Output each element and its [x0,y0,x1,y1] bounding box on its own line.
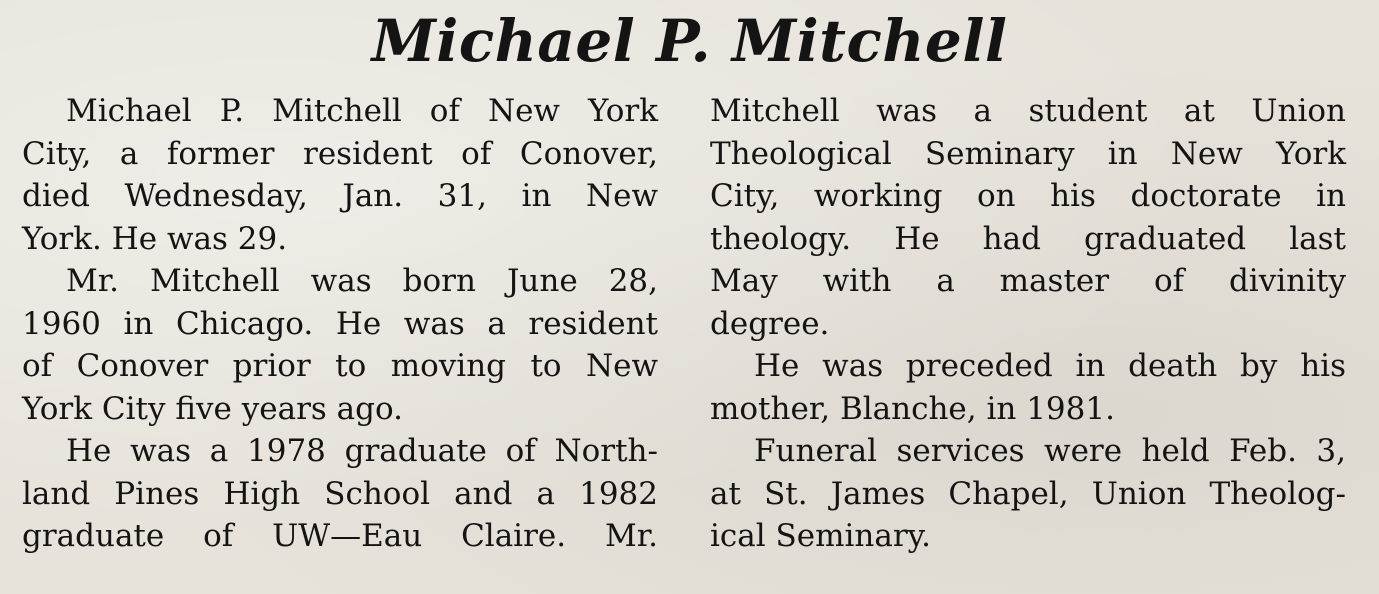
left-text-column [22,90,658,558]
text-line: York. He was 29. [22,220,288,257]
text-line: theology. He had graduated last [710,220,1346,257]
text-line: Michael P. Mitchell of New York [66,93,658,129]
text-line: Funeral services were held Feb. 3, [754,433,1346,469]
text-line: He was preceded in death by his [754,348,1346,384]
text-line: Mr. Mitchell was born June 28, [66,263,658,299]
text-line: ical Seminary. [710,518,931,554]
obituary-headline: Michael P. Mitchell [371,7,1008,75]
text-line: City, working on his doctorate in [710,178,1346,214]
paragraph [22,430,658,558]
paragraph [22,260,658,430]
paragraph [710,90,1346,345]
paragraph [710,430,1346,558]
paragraph [710,345,1346,430]
text-line: graduate of UW—Eau Claire. Mr. [22,518,658,554]
right-text-column [710,90,1346,558]
text-line: died Wednesday, Jan. 31, in New [22,178,658,214]
text-line: at St. James Chapel, Union Theolog- [710,475,1346,512]
text-line: York City five years ago. [22,390,403,427]
text-line: mother, Blanche, in 1981. [710,390,1115,427]
text-line: degree. [710,305,830,342]
text-line: City, a former resident of Conover, [22,135,658,172]
text-line: He was a 1978 graduate of North- [66,433,658,469]
text-line: land Pines High School and a 1982 [22,475,658,512]
paragraph [22,90,658,260]
text-line: Mitchell was a student at Union [710,93,1346,129]
text-line: May with a master of divinity [710,263,1346,299]
text-line: 1960 in Chicago. He was a resident [22,305,658,342]
text-line: Theological Seminary in New York [710,135,1346,172]
text-line: of Conover prior to moving to New [22,348,658,384]
